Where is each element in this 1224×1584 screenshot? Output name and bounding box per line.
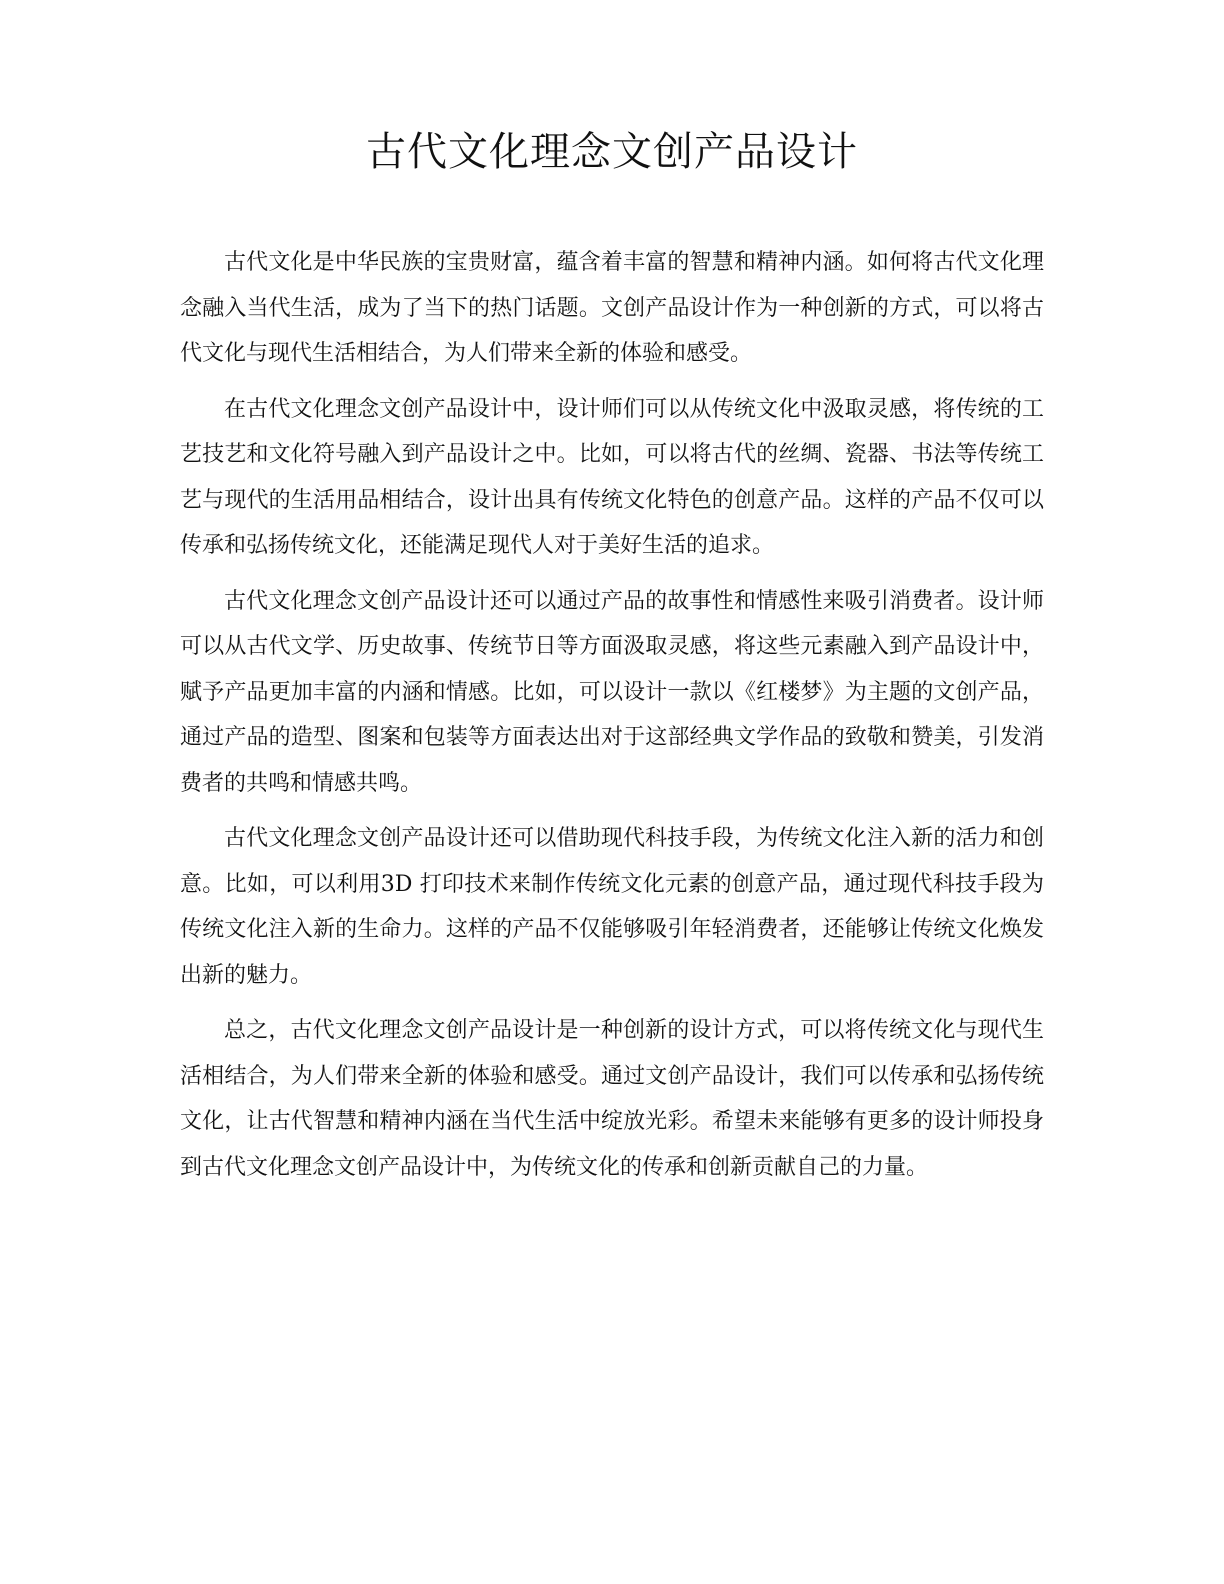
paragraph-5: 总之，古代文化理念文创产品设计是一种创新的设计方式，可以将传统文化与现代生活相结合，为人们带来全新的体验和感受。通过文创产品设计，我们可以传承和弘扬传统文化，让古代智慧和精神内涵在当代生活中绽放光彩。希望未来能够有更多的设计师投身到古代文化理念文创产品设计中，为传统文化的传承和创新贡献自己的力量。 (180, 1018, 1044, 1180)
paragraph-4: 古代文化理念文创产品设计还可以借助现代科技手段，为传统文化注入新的活力和创意。比如，可以利用3D 打印技术来制作传统文化元素的创意产品，通过现代科技手段为传统文化注入新的生命力。这样的产品不仅能够吸引年轻消费者，还能够让传统文化焕发出新的魅力。 (180, 826, 1044, 988)
paragraph-3: 古代文化理念文创产品设计还可以通过产品的故事性和情感性来吸引消费者。设计师可以从古代文学、历史故事、传统节日等方面汲取灵感，将这些元素融入到产品设计中，赋予产品更加丰富的内涵和情感。比如，可以设计一款以《红楼梦》为主题的文创产品，通过产品的造型、图案和包装等方面表达出对于这部经典文学作品的致敬和赞美，引发消费者的共鸣和情感共鸣。 (180, 588, 1044, 796)
paragraph-2: 在古代文化理念文创产品设计中，设计师们可以从传统文化中汲取灵感，将传统的工艺技艺和文化符号融入到产品设计之中。比如，可以将古代的丝绸、瓷器、书法等传统工艺与现代的生活用品相结合，设计出具有传统文化特色的创意产品。这样的产品不仅可以传承和弘扬传统文化，还能满足现代人对于美好生活的追求。 (180, 396, 1044, 558)
document-body (180, 240, 1044, 1200)
paragraph-1: 古代文化是中华民族的宝贵财富，蕴含着丰富的智慧和精神内涵。如何将古代文化理念融入当代生活，成为了当下的热门话题。文创产品设计作为一种创新的方式，可以将古代文化与现代生活相结合，为人们带来全新的体验和感受。 (180, 250, 1044, 366)
document-title: 古代文化理念文创产品设计 (366, 129, 858, 175)
